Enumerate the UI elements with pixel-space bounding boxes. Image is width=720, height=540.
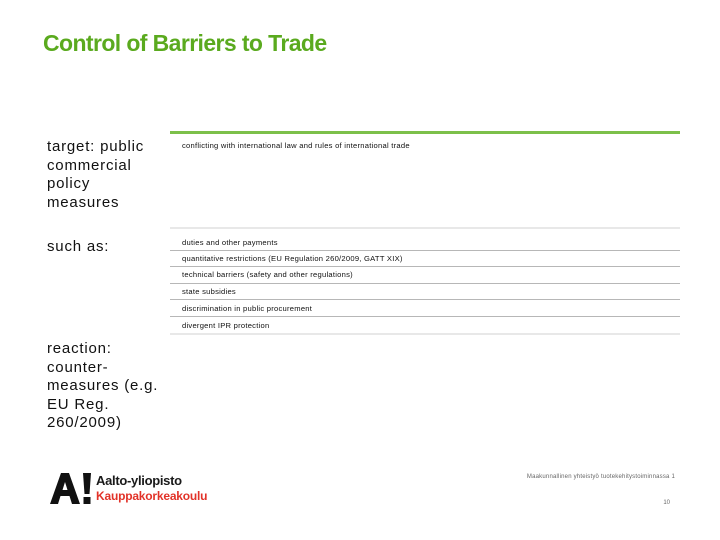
barrier-item-quantitative: quantitative restrictions (EU Regulation 260/2009, GATT XIX) — [182, 254, 403, 263]
logo-university-name: Aalto-yliopisto — [96, 473, 182, 488]
barrier-divider — [170, 250, 680, 251]
slide-title: Control of Barriers to Trade — [43, 30, 327, 56]
barrier-item-procurement: discrimination in public procurement — [182, 304, 313, 313]
barrier-item-technical: technical barriers (safety and other regulations) — [182, 270, 353, 279]
barrier-divider — [170, 299, 680, 300]
reaction-label: reaction: counter-measures (e.g. EU Reg. 260/2009) — [47, 340, 159, 431]
logo-school-name: Kauppakorkeakoulu — [96, 489, 208, 503]
page-number: 10 — [663, 500, 670, 506]
barrier-divider — [170, 283, 680, 284]
top-divider — [170, 131, 680, 134]
barrier-divider — [170, 316, 680, 317]
target-label: target: public commercial policy measures — [47, 138, 145, 211]
aalto-logo — [50, 470, 230, 506]
barrier-item-subsidies: state subsidies — [182, 287, 236, 296]
target-description: conflicting with international law and rules of international trade — [182, 141, 410, 150]
footer-course-name: Maakunnallinen yhteistyö tuotekehitystoiminnassa 1 — [526, 474, 675, 480]
barrier-divider — [170, 266, 680, 267]
barrier-bottom-divider — [170, 333, 680, 335]
barrier-item-ipr: divergent IPR protection — [182, 321, 270, 330]
a-exclamation-icon — [50, 470, 94, 506]
barrier-item-duties: duties and other payments — [182, 238, 278, 247]
such-as-label: such as: — [47, 238, 110, 255]
target-divider — [170, 227, 680, 229]
